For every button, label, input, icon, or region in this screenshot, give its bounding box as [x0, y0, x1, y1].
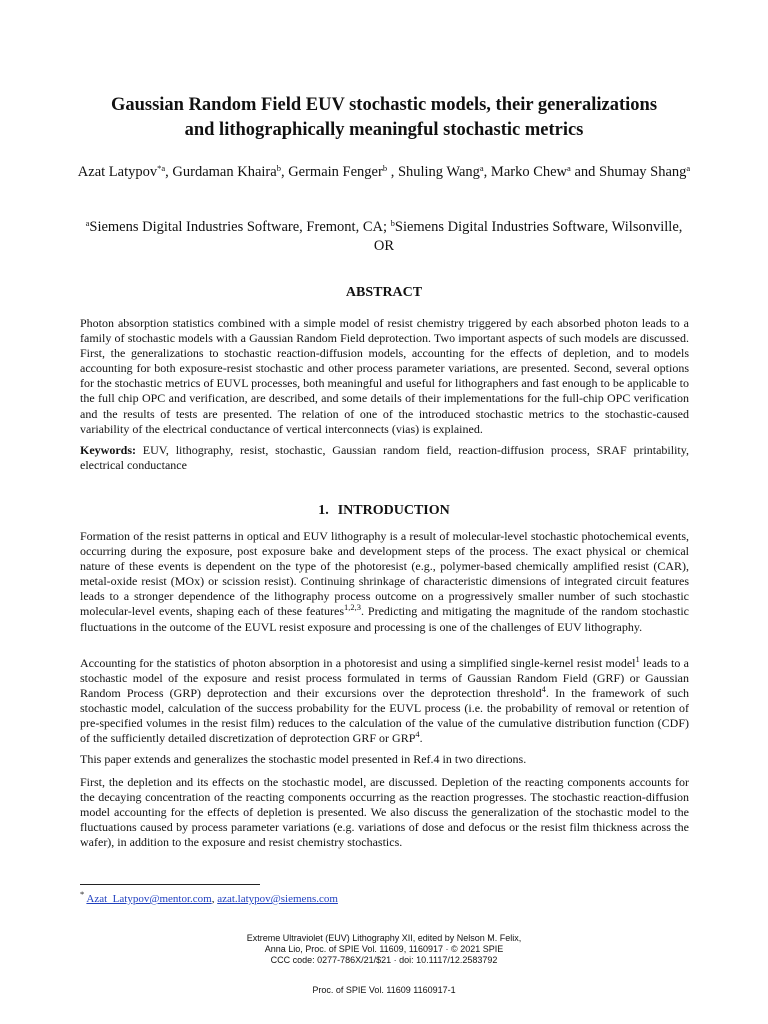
paragraph-text: Accounting for the statistics of photon absorption in a photoresist and using a simplified single-kernel resist model	[80, 656, 636, 670]
paper-title	[60, 93, 708, 143]
author-separator: and	[570, 164, 600, 180]
author-separator: ,	[483, 164, 491, 180]
email-link[interactable]: Azat_Latypov@mentor.com	[86, 893, 212, 905]
keywords-text: EUV, lithography, resist, stochastic, Gaussian random field, reaction-diffusion process, SRAF printability, electrical conductance	[80, 443, 689, 473]
author-name: Shuling Wang	[397, 164, 480, 180]
affiliation-mark: a	[85, 218, 90, 228]
author-name: Gurdaman Khaira	[172, 164, 277, 180]
title-line-1: Gaussian Random Field EUV stochastic models, their generalizations	[110, 95, 658, 115]
citation-mark: 1,2,3	[344, 602, 362, 613]
affiliation-mark: b	[390, 218, 395, 228]
author-affiliation-mark: a	[567, 163, 571, 173]
intro-paragraph-1	[80, 529, 689, 635]
author-name: Marko Chew	[490, 164, 568, 180]
keywords	[80, 443, 689, 473]
affiliations	[80, 218, 688, 256]
footer-line: Anna Lio, Proc. of SPIE Vol. 11609, 1160917 · © 2021 SPIE	[264, 944, 504, 954]
intro-paragraph-3: This paper extends and generalizes the stochastic model presented in Ref.4 in two directions.	[80, 752, 527, 766]
section-title: INTRODUCTION	[337, 503, 450, 518]
intro-paragraph-4: First, the depletion and its effects on the stochastic model, are discussed. Depletion of the reacting components accounts for the decaying concentration of the reacting components occurring as the reaction progresses. The stochastic reaction-diffusion model accounting for the effects of depletion is presented. We also discuss the generalization of the stochastic model to the fluctuations caused by process parameter variations (e.g. variations of dose and defocus or the resist film thickness across the wafer), in addition to the exposure and resist chemistry stochastics.	[80, 775, 689, 850]
abstract-heading: ABSTRACT	[345, 285, 423, 300]
paragraph-text: .	[419, 731, 423, 746]
citation-mark: 4	[541, 684, 546, 695]
title-line-2: and lithographically meaningful stochastic metrics	[184, 120, 584, 140]
publication-footer	[200, 933, 568, 966]
intro-paragraph-2	[80, 656, 689, 747]
paragraph-text: leads to a stochastic model of the exposure and resist process formulated in terms of Gaussian Random Field (GRF) or Gaussian Random Process (GRP) deprotection and their excursions over the deprotection threshold	[80, 656, 689, 701]
keywords-label: Keywords:	[80, 443, 136, 457]
author-name: Azat Latypov	[77, 164, 158, 180]
affiliation-text: Siemens Digital Industries Software, Wilsonville, OR	[373, 219, 683, 254]
citation-mark: 4	[415, 729, 420, 740]
section-number: 1.	[318, 503, 329, 518]
paragraph-text: Formation of the resist patterns in optical and EUV lithography is a result of molecular-level stochastic photochemical events, occurring during the exposure, post exposure bake and development steps of the process. The exact physical or chemical nature of these events is dependent on the type of the photoresist (e.g., polymer-based chemically amplified resist (CAR), metal-oxide resist (MOx) or scission resist). Continuing shrinkage of characteristic dimensions of integrated circuit features leads to a stronger dependence of the lithography process outcome on a progressively smaller number of such stochastic molecular-level events, shaping each of these features	[80, 529, 689, 619]
email-link[interactable]: azat.latypov@siemens.com	[217, 893, 338, 905]
footer-line: Extreme Ultraviolet (EUV) Lithography XII, edited by Nelson M. Felix,	[246, 933, 522, 943]
author-separator: ,	[280, 164, 289, 180]
author-name: Shumay Shang	[599, 164, 687, 180]
footer-line: CCC code: 0277-786X/21/$21 · doi: 10.1117/12.2583792	[270, 955, 498, 965]
author-name: Germain Fenger	[288, 164, 383, 180]
author-affiliation-mark: b	[382, 163, 388, 173]
author-separator: ,	[165, 164, 173, 180]
footnote	[80, 889, 338, 905]
page-number: Proc. of SPIE Vol. 11609 1160917-1	[312, 985, 456, 995]
author-affiliation-mark: a	[686, 163, 691, 173]
footnote-marker: *	[80, 889, 85, 899]
footnote-separator: ,	[211, 893, 218, 905]
abstract-text: Photon absorption statistics combined with a simple model of resist chemistry triggered by each absorbed photon leads to a family of stochastic models with a Gaussian Random Field deprotection. Two important aspects of such models are discussed. First, the generalizations to stochastic reaction-diffusion models, accounting for the effects of depletion, and to models accounting for both exposure-resist stochastic and other process parameter variations, are presented. Second, several options for the stochastic metrics of EUVL processes, both meaningful and useful for lithographers and fast enough to be applicable to the full chip OPC and verification, are described, and some details of their implementations for the full-chip OPC verification and the results of tests are presented. The relation of one of the introduced stochastic metrics to the stochastic-caused variability of the electrical conductance of vertical interconnects (vias) is explained.	[80, 316, 689, 436]
section-heading-introduction	[60, 503, 708, 519]
author-list	[70, 163, 698, 182]
author-affiliation-mark: b	[276, 163, 281, 173]
paragraph-text: . Predicting and mitigating the magnitude of the random stochastic fluctuations in the outcome of the EUVL resist exposure and processing is one of the challenges of EUV lithography.	[80, 604, 689, 634]
author-affiliation-mark: *a	[157, 163, 166, 173]
paragraph-text: . In the framework of such stochastic model, calculation of the success probability for the EUVL process (i.e. the probability of removal or retention of pre-specified volumes in the resist film) reduces to the calculation of the value of the cumulative distribution function (CDF) of the sufficiently detailed discretization of deprotection GRF or GRP	[80, 686, 689, 746]
affiliation-text: Siemens Digital Industries Software, Fremont, CA;	[89, 219, 391, 235]
citation-mark: 1	[635, 654, 640, 664]
footnote-divider	[80, 884, 260, 885]
author-separator: ,	[387, 164, 398, 180]
author-affiliation-mark: a	[479, 163, 484, 173]
